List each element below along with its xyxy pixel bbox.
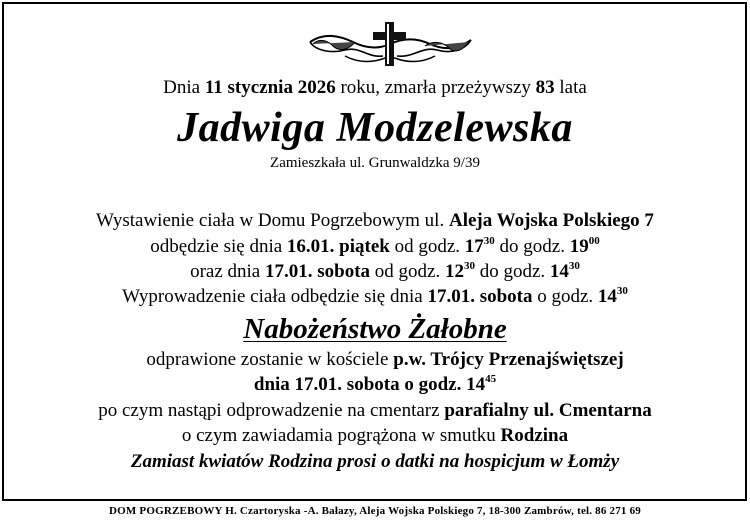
procession-text: Wyprowadzenie ciała odbędzie się dnia [122, 286, 423, 307]
procession-text: o godz. [537, 286, 594, 307]
service-text: odprawione zostanie w kościele [146, 349, 389, 370]
procession-date: 17.01. sobota [427, 286, 533, 307]
viewing-text: do godz. [479, 261, 546, 282]
viewing-time: $14^{30}$ [549, 260, 580, 282]
death-date-line [0, 77, 750, 99]
service-line-2 [0, 374, 750, 396]
viewing-text: Wystawienie ciała w Domu Pogrzebowym ul. [96, 210, 445, 231]
viewing-text: odbędzie się dnia [150, 236, 283, 257]
viewing-line-3 [10, 261, 750, 283]
date-text: roku, zmarła przeżywszy [340, 77, 531, 98]
viewing-time: $19^{00}$ [569, 235, 600, 257]
procession-line [0, 286, 750, 308]
residence: Zamieszkała ul. Grunwaldzka 9/39 [270, 155, 480, 171]
service-date: dnia 17.01. sobota o godz. [253, 374, 462, 395]
deceased-name: Jadwiga Modzelewska [177, 105, 573, 151]
cemetery-name: parafialny ul. Cmentarna [444, 400, 652, 421]
viewing-line-1 [0, 210, 750, 232]
cemetery-line [0, 400, 750, 422]
viewing-text: oraz dnia [190, 261, 261, 282]
cemetery-text: po czym nastąpi odprowadzenie na cmentarz [98, 400, 440, 421]
service-line-1 [10, 349, 750, 371]
date-prefix: Dnia [163, 77, 201, 98]
viewing-text: od godz. [374, 261, 441, 282]
viewing-date: 17.01. sobota [264, 261, 371, 282]
viewing-place: Aleja Wojska Polskiego 7 [448, 210, 654, 231]
church-name: p.w. Trójcy Przenajświętszej [393, 349, 624, 370]
service-title: Nabożeństwo Żałobne [243, 313, 507, 345]
cross-ribbon-icon [305, 20, 475, 70]
procession-time: $14^{30}$ [597, 285, 628, 307]
viewing-date: 16.01. piątek [286, 236, 390, 257]
viewing-time: $17^{30}$ [464, 235, 495, 257]
family-line [0, 425, 750, 447]
death-date: 11 stycznia 2026 [204, 77, 336, 98]
age: 83 [535, 77, 555, 98]
funeral-home-footer: DOM POGRZEBOWY H. Czartoryska -A. Bałazy, Aleja Wojska Polskiego 7, 18-300 Zambrów, tel. 86 271 69 [108, 505, 641, 517]
viewing-text: do godz. [499, 236, 565, 257]
service-time: $14^{45}$ [466, 373, 497, 395]
donation-note: Zamiast kwiatów Rodzina prosi o datki na hospicjum w Łomży [130, 451, 620, 472]
viewing-text: od godz. [394, 236, 461, 257]
family-name: Rodzina [500, 425, 569, 446]
viewing-line-2 [0, 236, 750, 258]
viewing-time: $12^{30}$ [444, 260, 475, 282]
family-text: o czym zawiadamia pogrążona w smutku [181, 425, 496, 446]
age-suffix: lata [559, 77, 587, 98]
